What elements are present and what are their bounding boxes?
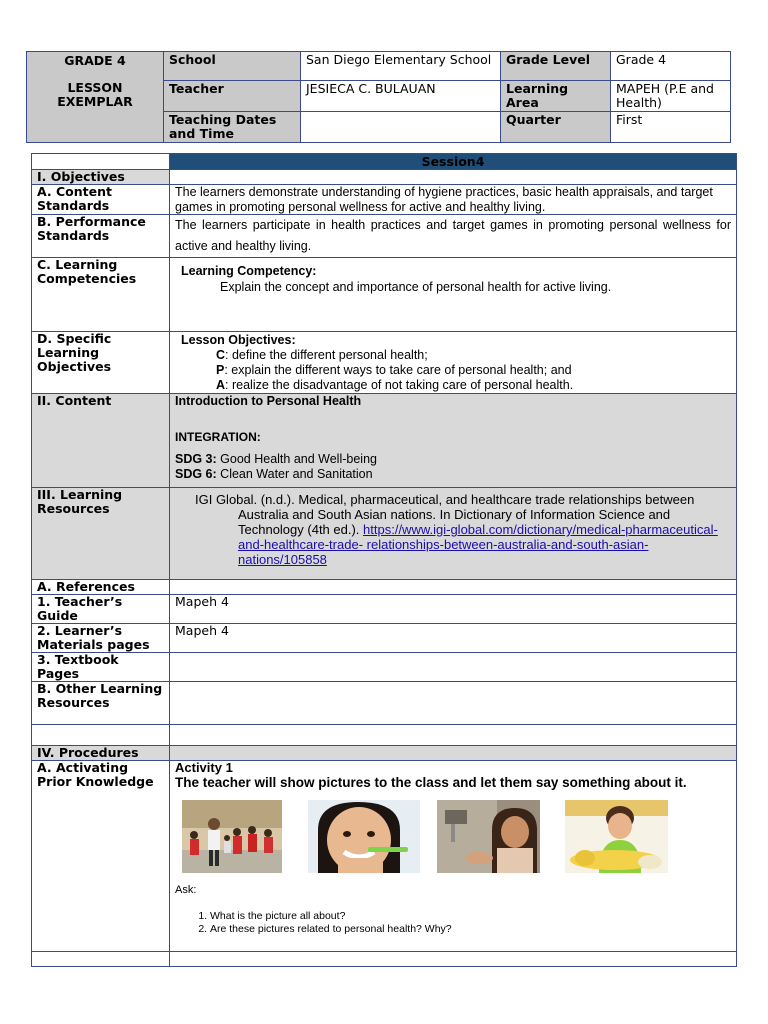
last-row-left <box>32 952 170 967</box>
citation <box>175 488 731 567</box>
content-cell <box>170 394 737 488</box>
lesson-objectives-cell <box>170 332 737 394</box>
teachers-guide-value: Mapeh 4 <box>170 595 737 624</box>
session-blank <box>32 154 170 170</box>
resources-cell <box>170 488 737 580</box>
grade-level-label: Grade Level <box>501 52 611 81</box>
references-label: A. References <box>32 580 170 595</box>
sdg6-key: SDG 6: <box>175 466 217 481</box>
objectives-label: I. Objectives <box>32 170 170 185</box>
resources-label: III. Learning Resources <box>32 488 170 580</box>
performance-standards-label: B. Performance Standards <box>32 215 170 258</box>
objective-c <box>175 348 731 363</box>
quarter-value: First <box>611 112 731 143</box>
teachers-guide-label: 1. Teacher’s Guide <box>32 595 170 624</box>
activating-label: A. Activating Prior Knowledge <box>32 761 170 952</box>
textbook-value <box>170 653 737 682</box>
content-standards-label: A. Content Standards <box>32 185 170 215</box>
question-item: 2. Are these pictures related to personal health? Why? <box>210 923 731 936</box>
sdg3-text: Good Health and Well-being <box>216 452 377 466</box>
competencies-cell <box>170 258 737 332</box>
objectives-blank <box>170 170 737 185</box>
other-resources-value <box>170 682 737 725</box>
learners-materials-label: 2. Learner’s Materials pages <box>32 624 170 653</box>
learning-area-label: Learning Area <box>501 81 611 112</box>
procedures-label: IV. Procedures <box>32 746 170 761</box>
spacer-right <box>170 725 737 746</box>
activity-title: Activity 1 <box>175 760 233 775</box>
school-label: School <box>164 52 301 81</box>
procedures-blank <box>170 746 737 761</box>
session-title: Session4 <box>170 154 737 170</box>
teacher-label: Teacher <box>164 81 301 112</box>
objective-a-text: : realize the disadvantage of not taking care of personal health. <box>225 378 574 392</box>
picture-girl-brushing-teeth <box>308 800 420 873</box>
references-blank <box>170 580 737 595</box>
competency-heading: Learning Competency: <box>181 264 317 278</box>
lesson-table <box>31 153 737 967</box>
other-resources-label: B. Other Learning Resources <box>32 682 170 725</box>
dates-value <box>301 112 501 143</box>
school-value: San Diego Elementary School <box>301 52 501 81</box>
content-standards-text: The learners demonstrate understanding of hygiene practices, basic health appraisals, and target games in promoting personal wellness for active and healthy living. <box>170 185 737 215</box>
picture-boy-eating <box>565 800 668 873</box>
citation-link-part2[interactable]: relationships-between-australia-and-south-asian-nations/105858 <box>238 537 649 567</box>
integration-heading: INTEGRATION: <box>175 429 261 444</box>
sdg3-line <box>175 452 731 467</box>
quarter-label: Quarter <box>501 112 611 143</box>
citation-text: IGI Global. (n.d.). Medical, pharmaceutical, and healthcare trade relationships between Australia and South Asian nations. In Dictionary of Information Science and Technology (4th ed.). <box>195 492 695 537</box>
exemplar-line2: EXEMPLAR <box>57 94 133 109</box>
exemplar-line1: LESSON <box>67 80 123 95</box>
grade-exemplar-cell <box>27 52 164 143</box>
performance-standards-text: The learners participate in health practices and target games in promoting personal wellness for active and healthy living. <box>170 215 737 258</box>
dates-label: Teaching Dates and Time <box>164 112 301 143</box>
question-item: 1. What is the picture all about? <box>210 910 731 923</box>
learning-area-value: MAPEH (P.E and Health) <box>611 81 731 112</box>
competency-text: Explain the concept and importance of personal health for active living. <box>220 279 612 294</box>
specific-objectives-label: D. Specific Learning Objectives <box>32 332 170 394</box>
objective-p-text: : explain the different ways to take care of personal health; and <box>224 363 572 377</box>
objective-p <box>175 363 731 378</box>
header-table <box>26 51 731 143</box>
question-list <box>175 910 731 935</box>
activity-instruction: The teacher will show pictures to the class and let them say something about it. <box>175 775 687 790</box>
objective-p-key: P <box>216 363 225 377</box>
ask-label: Ask: <box>175 884 197 896</box>
picture-children-playing <box>182 800 282 873</box>
picture-girl-washing-hands <box>437 800 540 873</box>
last-row-right <box>170 952 737 967</box>
textbook-label: 3. Textbook Pages <box>32 653 170 682</box>
competencies-label: C. Learning Competencies <box>32 258 170 332</box>
sdg6-line <box>175 467 731 482</box>
citation-link-part1[interactable]: https://www.igi-global.com/dictionary/medical-pharmaceutical-and-healthcare-trade- <box>238 522 718 552</box>
grade-level-value: Grade 4 <box>611 52 731 81</box>
teacher-value: JESIECA C. BULAUAN <box>301 81 501 112</box>
sdg3-key: SDG 3: <box>175 452 217 466</box>
spacer-left <box>32 725 170 746</box>
activity-pictures <box>175 800 731 880</box>
objective-c-key: C <box>216 348 226 362</box>
content-label: II. Content <box>32 394 170 488</box>
objective-a-key: A <box>216 378 226 392</box>
content-title: Introduction to Personal Health <box>175 394 362 408</box>
objective-c-text: : define the different personal health; <box>225 348 428 362</box>
sdg6-text: Clean Water and Sanitation <box>216 466 373 481</box>
activity-cell <box>170 761 737 952</box>
learners-materials-value: Mapeh 4 <box>170 624 737 653</box>
objective-a <box>175 378 731 393</box>
lesson-objectives-heading: Lesson Objectives: <box>181 333 296 347</box>
grade-label: GRADE 4 <box>64 53 126 68</box>
